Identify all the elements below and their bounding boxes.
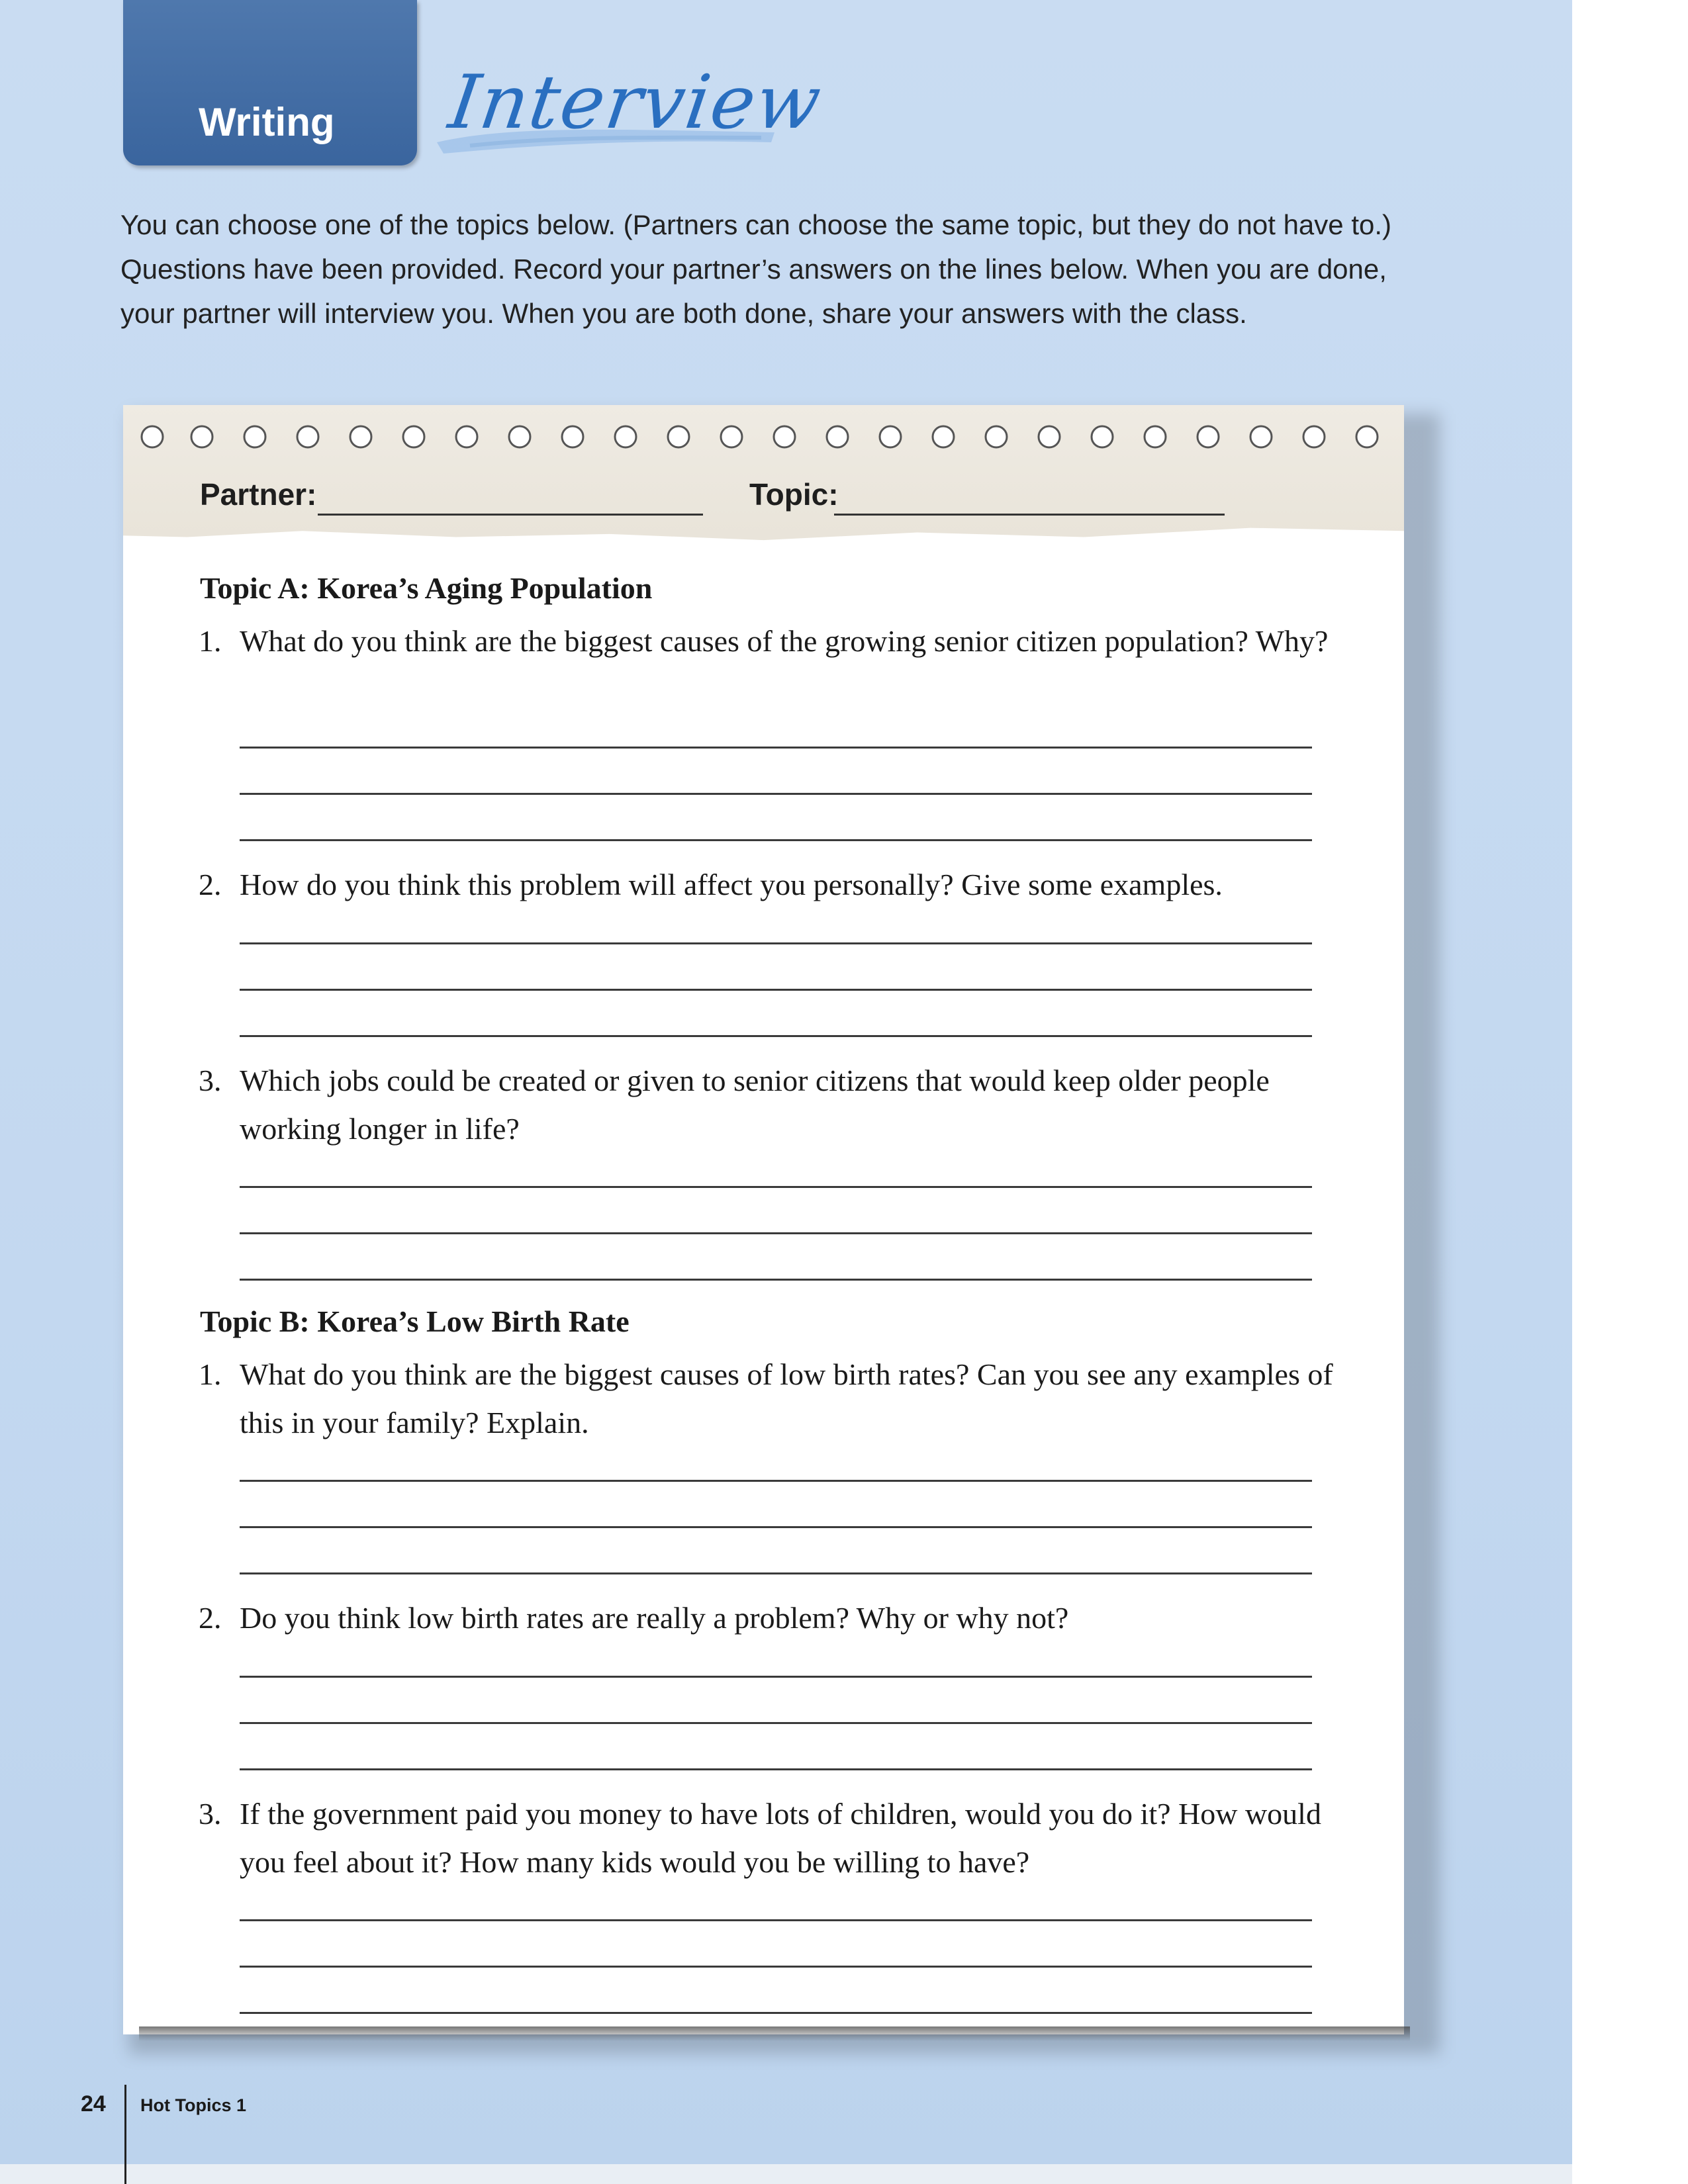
answer-line[interactable]	[240, 989, 1312, 991]
question-number: 3.	[199, 1797, 222, 1831]
paper-bottom-edge	[139, 2026, 1410, 2041]
instructions-text: You can choose one of the topics below. (Partners can choose the same topic, but they do not have to.) Questions have been provided. Record your partner’s answers on the lines below. When you are done, your partner will interview you. When you are both done, share your answers with the class.	[120, 209, 1392, 329]
answer-line[interactable]	[240, 1768, 1312, 1770]
page-bottom-margin	[0, 2164, 1572, 2184]
question-number: 2.	[199, 1601, 222, 1635]
question-text: Which jobs could be created or given to senior citizens that would keep older people working longer in life?	[240, 1064, 1270, 1146]
page-number: 24	[81, 2091, 106, 2116]
answer-line[interactable]	[240, 1279, 1312, 1281]
topic-a-heading: Topic A: Korea’s Aging Population	[200, 571, 653, 605]
answer-line[interactable]	[240, 1722, 1312, 1724]
question-number: 1.	[199, 624, 222, 658]
section-label: Writing	[199, 100, 335, 144]
answer-line[interactable]	[240, 839, 1312, 841]
answer-line[interactable]	[240, 1186, 1312, 1188]
answer-line[interactable]	[240, 1232, 1312, 1234]
question-number: 3.	[199, 1064, 222, 1097]
answer-line[interactable]	[240, 793, 1312, 795]
partner-answer-line[interactable]	[318, 514, 703, 516]
answer-line[interactable]	[240, 1572, 1312, 1574]
question-text: Do you think low birth rates are really a problem? Why or why not?	[240, 1601, 1069, 1635]
question-number: 2.	[199, 868, 222, 901]
question-text: How do you think this problem will affect you personally? Give some examples.	[240, 868, 1223, 901]
answer-line[interactable]	[240, 747, 1312, 749]
question-text: If the government paid you money to have lots of children, would you do it? How would you feel about it? How many kids would you be willing to have?	[240, 1797, 1321, 1879]
answer-line[interactable]	[240, 1676, 1312, 1678]
partner-label: Partner:	[200, 477, 317, 512]
topic-label: Topic:	[749, 477, 839, 512]
answer-line[interactable]	[240, 1035, 1312, 1037]
answer-line[interactable]	[240, 2012, 1312, 2014]
question-number: 1.	[199, 1357, 222, 1391]
topic-answer-line[interactable]	[834, 514, 1225, 516]
answer-line[interactable]	[240, 1526, 1312, 1528]
spiral-holes	[139, 416, 1397, 455]
answer-line[interactable]	[240, 1966, 1312, 1968]
answer-line[interactable]	[240, 1919, 1312, 1921]
answer-line[interactable]	[240, 942, 1312, 944]
answer-line[interactable]	[240, 1480, 1312, 1482]
question-text: What do you think are the biggest causes of low birth rates? Can you see any examples of this in your family? Explain.	[240, 1357, 1333, 1439]
book-title: Hot Topics 1	[140, 2095, 247, 2115]
topic-b-heading: Topic B: Korea’s Low Birth Rate	[200, 1304, 630, 1338]
page-title: Interview	[444, 60, 827, 146]
question-text: What do you think are the biggest causes of the growing senior citizen population? Why?	[240, 624, 1329, 658]
footer-divider	[124, 2085, 126, 2184]
